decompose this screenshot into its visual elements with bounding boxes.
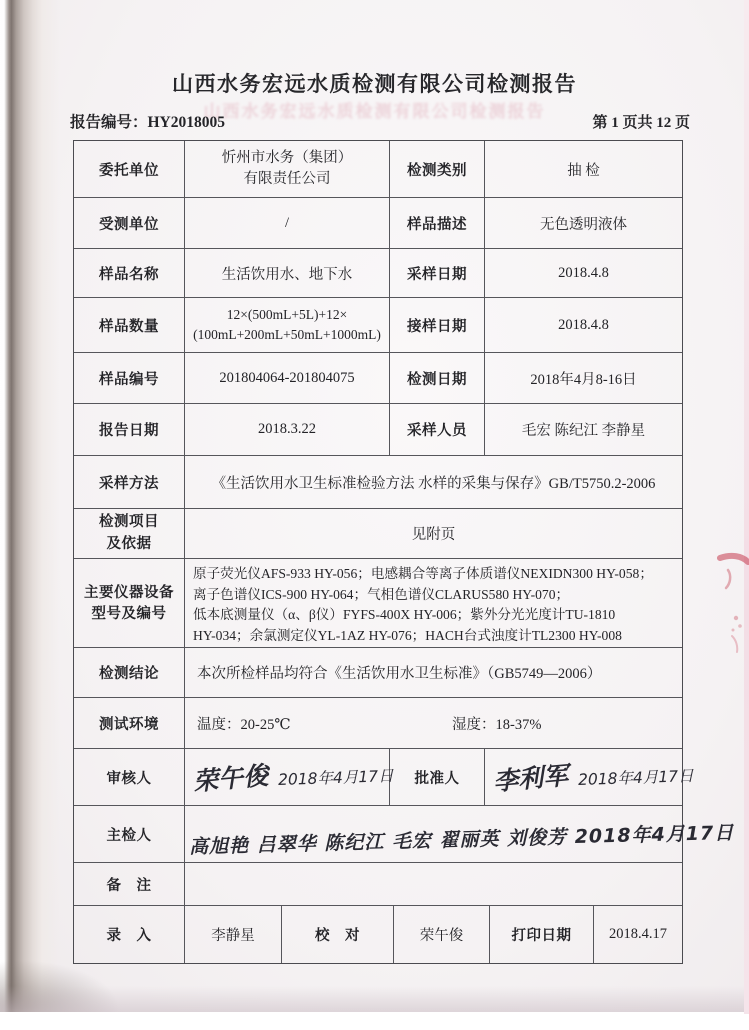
sample-qty-line2: (100mL+200mL+50mL+1000mL) [193,327,381,342]
table-row [74,647,682,697]
samplers-value: 毛宏 陈纪江 李静星 [484,404,682,455]
report-number: 报告编号：HY2018005 [70,114,226,131]
environment-value [184,698,682,748]
instruments-label-line2: 型号及编号 [91,605,167,622]
environment-temperature: 温度：20-25℃ [197,716,291,733]
sample-id-value: 201804064-201804075 [184,353,389,403]
reviewer-signature [184,749,394,805]
sampling-method-value: 《生活饮用水卫生标准检验方法 水样的采集与保存》GB/T5750.2-2006 [184,456,682,508]
table-row [74,297,682,352]
report-date-value: 2018.3.22 [184,404,389,455]
sample-name-label: 样品名称 [99,266,159,283]
instruments-line3: 低本底测量仪（α、β仪）FYFS-400X HY-006；紫外分光光度计TU-1810 [193,607,616,623]
sample-qty-line1: 12×(500mL+5L)+12× [226,307,348,323]
test-date-value: 2018年4月8-16日 [484,353,682,403]
print-date-value: 2018.4.17 [593,906,682,963]
print-date-label: 打印日期 [489,906,593,963]
sampling-date-label: 采样日期 [389,249,484,297]
test-items-value: 见附页 [184,509,682,558]
sample-name-value: 生活饮用水、地下水 [184,249,389,297]
instruments-label-line1: 主要仪器设备 [84,584,174,601]
sample-id-label: 样品编号 [99,371,159,388]
instruments-line1: 原子荧光仪AFS-933 HY-056；电感耦合等离子体质谱仪NEXIDN300 HY-058； [193,566,653,581]
approver-signature-name: 李利军 [492,760,570,797]
tested-unit-value: / [184,198,389,248]
sampling-method-label: 采样方法 [99,475,159,492]
receive-date-label: 接样日期 [389,298,484,352]
client-value-line2: 有限责任公司 [243,171,331,187]
report-date-label: 报告日期 [99,423,159,439]
proofread-label: 校 对 [281,906,393,963]
conclusion-value: 本次所检样品均符合《生活饮用水卫生标准》（GB5749—2006） [184,648,682,697]
table-row [74,403,682,455]
approver-signature-date: 2018年4月17日 [577,766,694,790]
instruments-label [74,559,184,649]
table-row [74,508,682,558]
report-info-table [73,140,735,964]
table-row [74,748,694,805]
environment-label: 测试环境 [99,716,159,733]
test-items-label [74,509,184,558]
remarks-label: 备 注 [106,877,152,894]
table-row [74,697,682,748]
table-row [74,141,682,197]
test-date-label: 检测日期 [389,353,484,403]
environment-humidity: 湿度：18-37% [452,716,542,733]
client-label: 委托单位 [99,162,159,179]
approver-label: 批准人 [389,749,484,805]
instruments-line2: 离子色谱仪ICS-900 HY-064；气相色谱仪CLARUS580 HY-070； [193,586,570,602]
page-indicator: 第 1 页共 12 页 [592,115,690,131]
test-type-value: 抽 检 [484,141,682,197]
sampling-date-value: 2018.4.8 [484,249,682,297]
test-type-label: 检测类别 [389,141,484,197]
test-items-label-line2: 及依据 [106,535,152,552]
reviewer-signature-name: 荣午俊 [192,760,270,797]
sample-desc-label: 样品描述 [389,198,484,248]
chief-inspector-label: 主检人 [106,827,152,844]
sample-qty-value [184,298,389,352]
table-row [74,197,682,248]
page-title: 山西水务宏远水质检测有限公司检测报告 [172,72,577,96]
instruments-value [184,559,682,649]
scanner-bed-strip [0,1012,749,1030]
table-row [74,352,682,403]
sample-qty-label: 样品数量 [99,318,159,335]
table-row [74,905,682,963]
chief-inspector-signatures [184,806,738,862]
book-binding-shadow [0,0,60,1016]
bleed-through-text: 山西水务宏远水质检测有限公司检测报告 [203,102,546,121]
sample-desc-value: 无色透明液体 [484,198,682,248]
entry-label: 录 入 [106,928,152,944]
tested-unit-label: 受测单位 [99,216,159,233]
table-row [74,455,682,508]
reviewer-label: 审核人 [106,770,152,787]
reviewer-signature-date: 2018年4月17日 [277,766,394,790]
paper-bottom-shadow [0,986,749,1012]
instruments-line4: HY-034；余氯测定仪YL-1AZ HY-076；HACH台式浊度计TL2300 HY-008 [193,627,622,643]
table-row [74,862,682,905]
samplers-label: 采样人员 [389,404,484,455]
test-items-label-line1: 检测项目 [99,514,159,531]
proofread-value: 荣午俊 [393,906,489,963]
remarks-value [184,863,682,905]
client-value-line1: 忻州市水务（集团） [221,149,353,166]
table-row [74,248,682,297]
entry-value: 李静星 [184,906,281,963]
client-value [184,141,389,197]
approver-signature [484,749,698,805]
receive-date-value: 2018.4.8 [484,298,682,352]
paper-right-edge-tint [744,0,749,1014]
chief-inspector-signatures-text: 高旭艳 吕翠华 陈纪江 毛宏 翟丽英 刘俊芳 2018年4月17日 [188,821,735,858]
conclusion-label: 检测结论 [99,666,159,682]
table-row [74,805,735,862]
table-row [74,558,682,647]
